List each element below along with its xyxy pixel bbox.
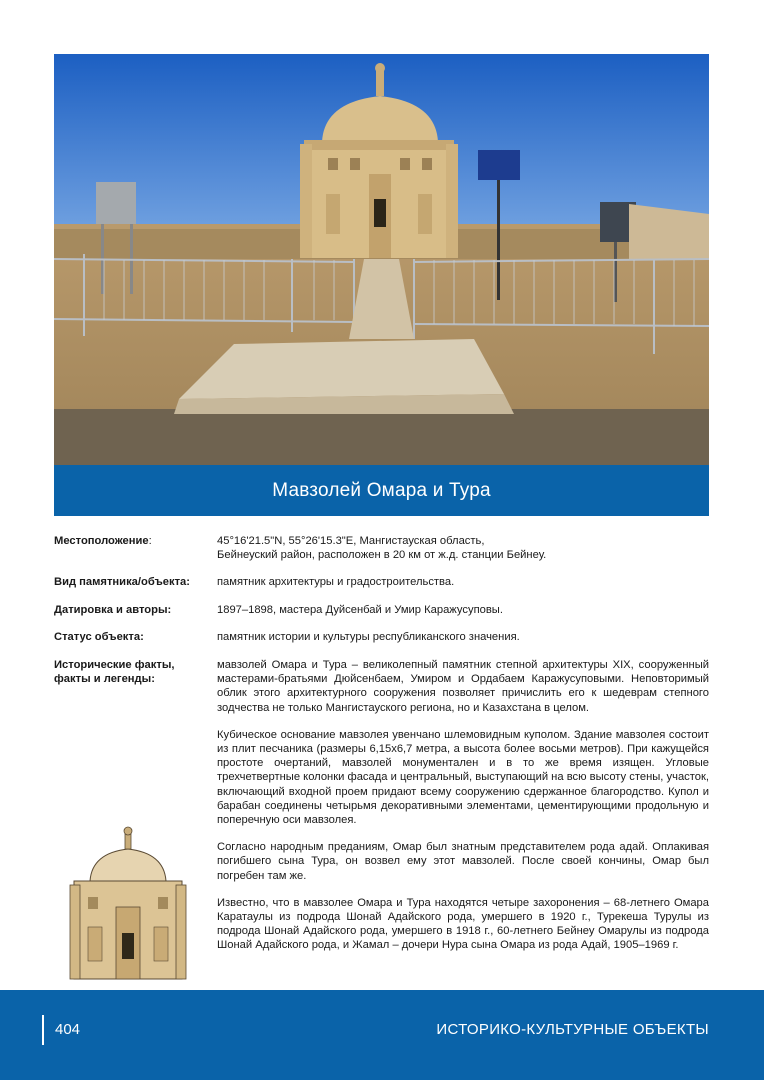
facts-paragraph-2: Кубическое основание мавзолея увенчано шлемовидным куполом. Здание мавзолея состоит из плит песчаника (размеры 6,15х6,7 метра, а высота более восьми метров). При кажущейся простоте очертаний, мавзолей монументален и в то же время изящен. Угловые трехчетвертные колонки фасада и центральный, выступающий на всю высоту стены, участок, включающий входной проем придают всему сооружению сдержанное благородство. Купол и барабан соединены четырьмя декоративными элементами, цементирующими продольную и поперечную оси мавзолея. [217, 728, 709, 827]
date-value: 1897–1898, мастера Дуйсенбай и Умир Каражусуповы. [217, 603, 503, 616]
facts-paragraph-4: Известно, что в мавзолее Омара и Тура находятся четыре захоронения – 68-летнего Омара Каратаулы из подрода Шонай Адайского рода, умершего в 1920 г., Турекеша Турулы из подрода Шонай Адайского рода, умершего в 1918 г., 60-летнего Бейнеу Омарулы из подрода Шонай Адайского рода, и Жамал – дочери Нура сына Омара из рода Адай, 1905–1969 г. [217, 896, 709, 952]
mausoleum-sketch-illustration [58, 823, 198, 983]
mausoleum-photo [54, 54, 709, 465]
page-footer [0, 990, 764, 1080]
location-colon: : [148, 535, 152, 547]
location-line-2: Бейнеуский район, расположен в 20 км от ж.д. станции Бейнеу. [217, 549, 547, 562]
date-row [54, 603, 710, 617]
facts-paragraph-3: Согласно народным преданиям, Омар был знатным представителем рода адай. Оплакивая погибшего сына Тура, он возвел ему этот мавзолей. После своей кончины, Омар был погребен там же. [217, 841, 709, 882]
page-title [54, 465, 709, 516]
location-line-1: 45°16'21.5"N, 55°26'15.3"E, Мангистауская область, [217, 535, 485, 547]
location-value [217, 534, 710, 562]
location-row [54, 534, 710, 562]
type-label: Вид памятника/объекта: [54, 576, 190, 589]
date-label: Датировка и авторы: [54, 603, 172, 616]
type-row [54, 575, 710, 589]
title-text: Мавзолей Омара и Тура [272, 479, 491, 501]
facts-label-line-1: Исторические факты, [54, 659, 175, 671]
type-value: памятник архитектуры и градостроительства. [217, 576, 455, 589]
mausoleum-photo-illustration [54, 54, 709, 465]
status-label: Статус объекта: [54, 630, 144, 643]
mausoleum-sketch [58, 823, 198, 983]
location-label [54, 534, 217, 562]
page-number: 404 [55, 1021, 81, 1038]
facts-paragraph-1: мавзолей Омара и Тура – великолепный памятник степной архитектуры XIX, сооруженный мастерами-братьями Дюйсенбаем, Умиром и Ордабаем Каражусуповыми. Неповторимый облик этого архитектурного сооружения позволяет причислить его к шедеврам степного зодчества не только Мангистауского региона, но и Казахстана в целом. [217, 659, 709, 714]
status-value: памятник истории и культуры республиканского значения. [217, 630, 520, 643]
facts-label [54, 658, 204, 686]
status-row [54, 630, 710, 644]
section-title: ИСТОРИКО-КУЛЬТУРНЫЕ ОБЪЕКТЫ [436, 1021, 709, 1038]
facts-text [217, 658, 709, 966]
facts-label-line-2: факты и легенды: [54, 673, 155, 686]
location-label-text: Местоположение [54, 535, 149, 547]
footer-divider [42, 1015, 44, 1045]
info-table [54, 534, 710, 657]
